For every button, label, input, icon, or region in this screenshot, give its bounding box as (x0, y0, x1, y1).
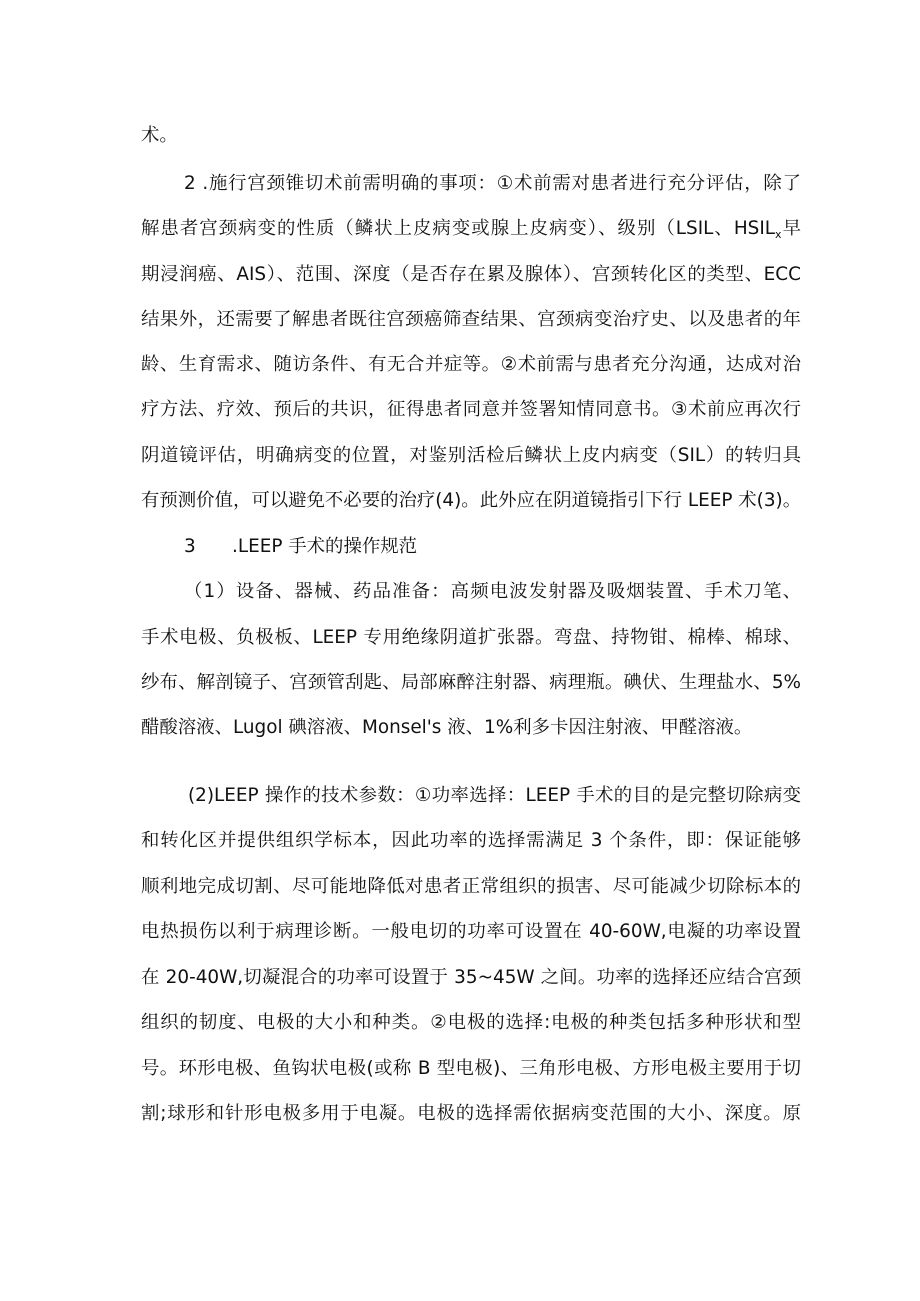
section-2-line-4: 结果外，还需要了解患者既往宫颈癌筛查结果、宫颈病变治疗史、以及患者的年 (141, 309, 801, 330)
params-line-2: 和转化区并提供组织学标本，因此功率的选择需满足 3 个条件，即：保证能够 (141, 830, 801, 851)
equipment-line-3: 纱布、解剖镜子、宫颈管刮匙、局部麻醉注射器、病理瓶。碘伏、生理盐水、5% (141, 672, 801, 693)
params-line-6: 组织的韧度、电极的大小和种类。②电极的选择:电极的种类包括多种形状和型 (141, 1012, 801, 1033)
equipment-line-2: 手术电极、负极板、LEEP 专用绝缘阴道扩张器。弯盘、持物钳、棉棒、棉球、 (141, 627, 801, 648)
section-3-number: 3 (184, 536, 196, 557)
params-line-7: 号。环形电极、鱼钩状电极(或称 B 型电极)、三角形电极、方形电极主要用于切 (141, 1058, 801, 1079)
equipment-line-1: （1）设备、器械、药品准备：高频电波发射器及吸烟装置、手术刀笔、 (184, 581, 801, 602)
section-2-line-6: 疗方法、疗效、预后的共识，征得患者同意并签署知情同意书。③术前应再次行 (141, 399, 801, 420)
section-3-title: .LEEP 手术的操作规范 (232, 536, 418, 557)
params-line-5: 在 20-40W,切凝混合的功率可设置于 35~45W 之间。功率的选择还应结合宫颈 (141, 967, 801, 988)
section-2-line-2 (141, 217, 801, 243)
equipment-line-4: 醋酸溶液、Lugol 碘溶液、Monsel's 液、1%利多卡因注射液、甲醛溶液。 (141, 717, 753, 738)
subscript-x: x (775, 228, 782, 241)
section-2-line-1: 2 .施行宫颈锥切术前需明确的事项：①术前需对患者进行充分评估，除了 (184, 173, 801, 194)
params-line-3: 顺利地完成切割、尽可能地降低对患者正常组织的损害、尽可能减少切除标本的 (141, 876, 801, 897)
section-2-line-5: 龄、生育需求、随访条件、有无合并症等。②术前需与患者充分沟通，达成对治 (141, 354, 801, 375)
params-line-1: (2)LEEP 操作的技术参数：①功率选择：LEEP 手术的目的是完整切除病变 (188, 785, 801, 806)
params-line-4: 电热损伤以利于病理诊断。一般电切的功率可设置在 40-60W,电凝的功率设置 (141, 921, 801, 942)
section-3-heading (184, 535, 844, 561)
section-2-line-2-tail: 早 (781, 218, 801, 239)
section-2-line-7: 阴道镜评估，明确病变的位置，对鉴别活检后鳞状上皮内病变（SIL）的转归具 (141, 445, 801, 466)
section-2-line-8: 有预测价值，可以避免不必要的治疗(4)。此外应在阴道镜指引下行 LEEP 术(3)。 (141, 490, 802, 511)
section-2-line-2-text: 解患者宫颈病变的性质（鳞状上皮病变或腺上皮病变）、级别（LSIL、HSIL (141, 218, 776, 239)
text-line-1: 术。 (141, 125, 178, 146)
section-2-line-3: 期浸润癌、AIS）、范围、深度（是否存在累及腺体）、宫颈转化区的类型、ECC (141, 264, 801, 285)
params-line-8: 割;球形和针形电极多用于电凝。电极的选择需依据病变范围的大小、深度。原 (141, 1103, 801, 1124)
